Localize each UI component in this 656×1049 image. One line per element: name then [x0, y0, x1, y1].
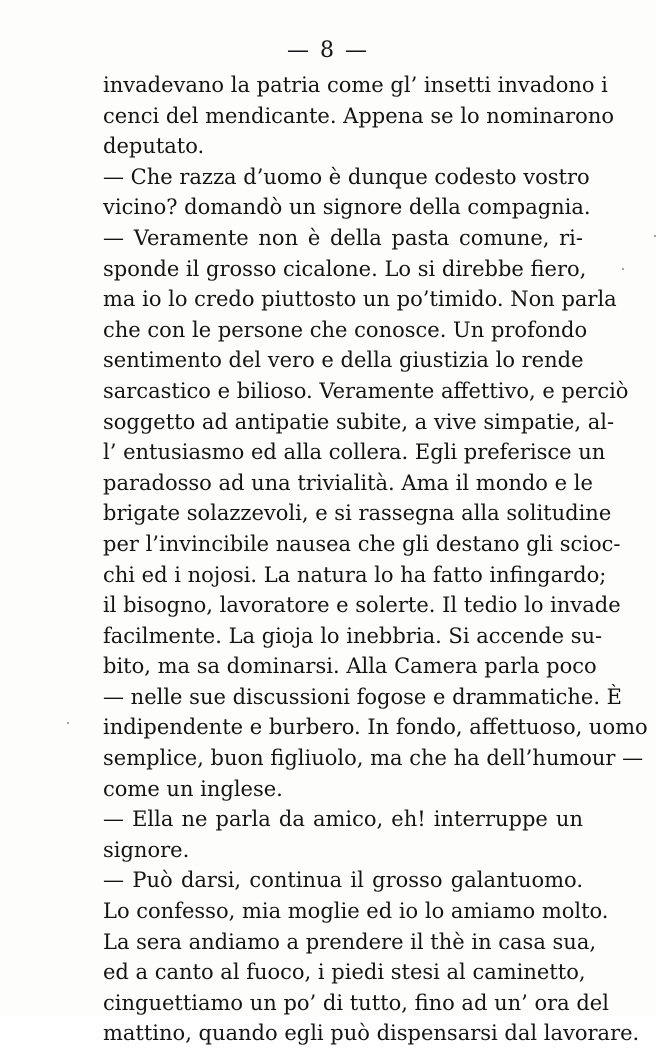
- text-line: brigate solazzevoli, e si rassegna alla solitudine: [103, 501, 612, 526]
- text-line: invadevano la patria come gl’ insetti invadono i: [103, 73, 608, 97]
- text-line: facilmente. La gioja lo inebbria. Si accende su-: [103, 623, 603, 648]
- text-line: paradosso ad una trivialità. Ama il mondo e le: [103, 470, 593, 495]
- text-line: vicino? domandò un signore della compagnia.: [103, 195, 591, 220]
- text-line: ed a canto al fuoco, i piedi stesi al caminetto,: [103, 960, 586, 985]
- page-number: — 8 —: [287, 38, 369, 63]
- text-line: come un inglese.: [103, 776, 283, 801]
- text-line: sentimento del vero e della giustizia lo rende: [103, 348, 584, 373]
- text-line: — nelle sue discussioni fogose e drammatiche. È: [103, 684, 623, 709]
- text-line: Lo confesso, mia moglie ed io lo amiamo molto.: [103, 899, 609, 924]
- text-line: sponde il grosso cicalone. Lo si direbbe fiero,: [103, 256, 587, 281]
- print-speck: [67, 722, 69, 724]
- text-line: La sera andiamo a prendere il thè in casa sua,: [103, 929, 597, 954]
- text-line: — Ella ne parla da amico, eh! interruppe un: [103, 807, 583, 832]
- text-line: mattino, quando egli può dispensarsi dal lavorare.: [103, 1021, 640, 1046]
- text-line: sarcastico e bilioso. Veramente affettivo, e perciò: [103, 378, 629, 403]
- print-speck: [622, 268, 624, 270]
- text-line: — Veramente non è della pasta comune, ri-: [103, 225, 583, 250]
- text-line: soggetto ad antipatie subite, a vive simpatie, al-: [103, 409, 615, 434]
- text-line: cenci del mendicante. Appena se lo nominarono: [103, 103, 614, 128]
- text-line: — Può darsi, continua il grosso galantuomo.: [103, 868, 583, 893]
- text-line: il bisogno, lavoratore e solerte. Il tedio lo invade: [103, 593, 621, 618]
- text-line: — Che razza d’uomo è dunque codesto vostro: [103, 164, 590, 189]
- text-line: cinguettiamo un po’ di tutto, fino ad un’ ora del: [103, 990, 609, 1015]
- text-line: semplice, buon figliuolo, ma che ha dell’humour —: [103, 746, 644, 771]
- text-line: ma io lo credo piuttosto un po’timido. Non parla: [103, 287, 617, 312]
- text-line: signore.: [103, 837, 190, 862]
- text-line: per l’invincibile nausea che gli destano gli scioc-: [103, 531, 621, 556]
- text-line: deputato.: [103, 134, 205, 159]
- text-line: che con le persone che conosce. Un profondo: [103, 317, 588, 342]
- text-line: bito, ma sa dominarsi. Alla Camera parla poco: [103, 654, 597, 679]
- text-line: chi ed i nojosi. La natura lo ha fatto infingardo;: [103, 562, 607, 587]
- text-line: l’ entusiasmo ed alla collera. Egli preferisce un: [103, 440, 606, 465]
- text-line: indipendente e burbero. In fondo, affettuoso, uomo: [103, 715, 648, 740]
- body-text: [103, 70, 648, 1049]
